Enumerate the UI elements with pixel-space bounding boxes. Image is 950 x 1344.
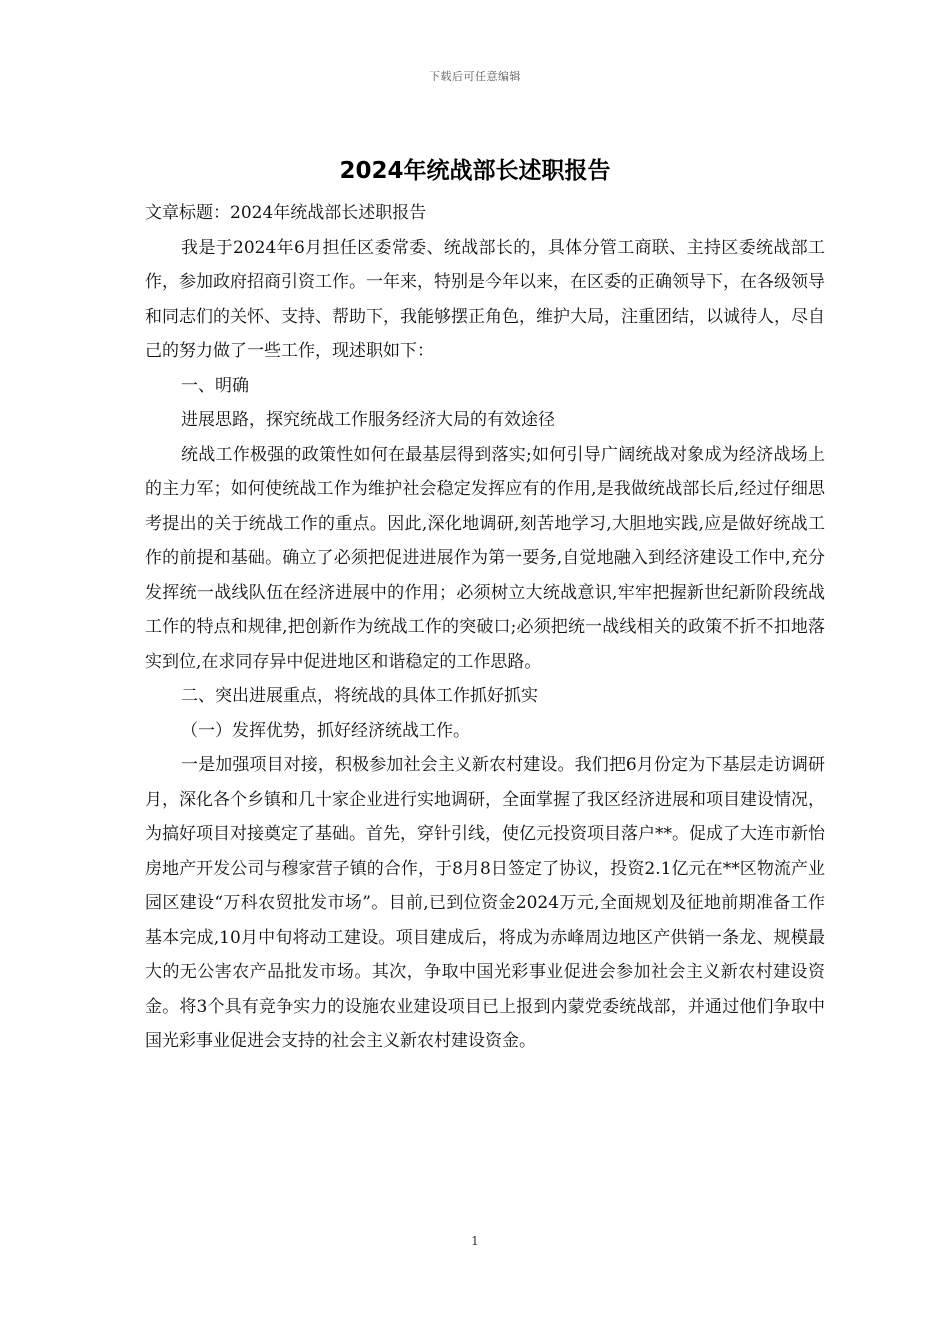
paragraph-intro: 我是于2024年6月担任区委常委、统战部长的，具体分管工商联、主持区委统战部工作，参加政府招商引资工作。一年来，特别是今年以来，在区委的正确领导下，在各级领导和同志们的关怀、支持、帮助下，我能够摆正角色，维护大局，注重团结，以诚待人，尽自己的努力做了一些工作，现述职如下： [145,237,825,361]
document-body [145,196,825,1059]
document-title: 2024年统战部长述职报告 [339,158,611,184]
paragraph-project-docking: 一是加强项目对接，积极参加社会主义新农村建设。我们把6月份定为下基层走访调研月，深化各个乡镇和几十家企业进行实地调研，全面掌握了我区经济进展和项目建设情况，为搞好项目对接奠定了基础。首先，穿针引线，使亿元投资项目落户**。促成了大连市新怡房地产开发公司与穆家营子镇的合作，于8月8日签定了协议，投资2.1亿元在**区物流产业园区建设“万科农贸批发市场”。目前,已到位资金2024万元,全面规划及征地前期准备工作基本完成,10月中旬将动工建设。项目建成后，将成为赤峰周边地区产供销一条龙、规模最大的无公害农产品批发市场。其次，争取中国光彩事业促进会参加社会主义新农村建设资金。将3个具有竞争实力的设施农业建设项目已上报到内蒙党委统战部，并通过他们争取中国光彩事业促进会支持的社会主义新农村建设资金。 [145,755,825,1051]
header-note: 下载后可任意编辑 [429,70,521,83]
subsection-heading-one: （一）发挥优势，抓好经济统战工作。 [181,720,470,741]
article-title-line: 文章标题：2024年统战部长述职报告 [145,203,427,223]
page-number: 1 [471,1234,479,1248]
section-heading-one: 一、明确 [181,375,249,396]
section-heading-two: 二、突出进展重点，将统战的具体工作抓好抓实 [181,686,538,706]
section-subheading-one: 进展思路，探究统战工作服务经济大局的有效途径 [181,410,555,430]
paragraph-strategy: 统战工作极强的政策性如何在最基层得到落实;如何引导广阔统战对象成为经济战场上的主力军；如何使统战工作为维护社会稳定发挥应有的作用,是我做统战部长后,经过仔细思考提出的关于统战工作的重点。因此,深化地调研,刻苦地学习,大胆地实践,应是做好统战工作的前提和基础。确立了必须把促进进展作为第一要务,自觉地融入到经济建设工作中,充分发挥统一战线队伍在经济进展中的作用；必须树立大统战意识,牢牢把握新世纪新阶段统战工作的特点和规律,把创新作为统战工作的突破口;必须把统一战线相关的政策不折不扣地落实到位,在求同存异中促进地区和谐稳定的工作思路。 [145,444,825,672]
